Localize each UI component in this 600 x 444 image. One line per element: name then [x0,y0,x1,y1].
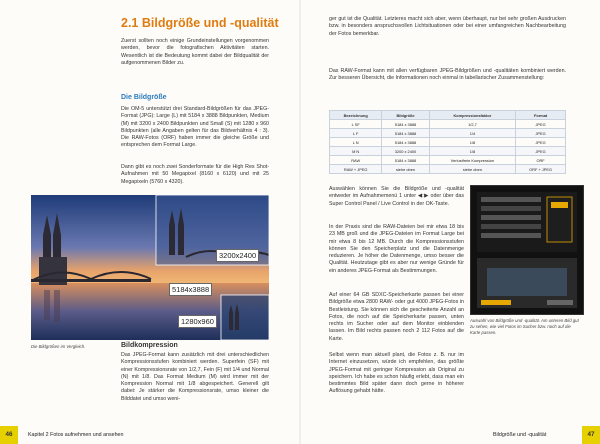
table-cell: RAW + JPEG [330,165,382,174]
table-cell: L F [330,129,382,138]
label-medium: 3200x2400 [216,249,259,262]
table-cell: M N [330,147,382,156]
table-header: Bildgröße [382,111,429,120]
table-cell: JPEG [516,147,566,156]
table-cell: RAW [330,156,382,165]
table-cell: 1/2,7 [429,120,515,129]
intro-paragraph: Zuerst sollten noch einige Grundeinstellungen vorgenommen werden, bevor die fotografischen Aktivitäten starten. Wesentlich ist die Bedeutung kommt dabei der Bildqualität der aufgenommenen Bilder zu. [121,38,269,66]
table-header: Format [516,111,566,120]
paragraph-qualitaet: ger gut ist die Qualität. Letzteres macht sich aber, wenn überhaupt, nur bei sehr großen Ausdrucken bzw. in besonders anspruchsvollen Lichtsituationen oder bei einer umfangreichen Nachbearbeitung der Fotos bemerkbar. [329,16,566,37]
table-cell: siehe oben [382,165,429,174]
footer-left: Kapitel 2 Fotos aufnehmen und ansehen [28,432,124,438]
label-small: 1280x960 [178,315,217,328]
cathedral-image [31,195,269,340]
paragraph-auswahl: Auswählen können Sie die Bildgröße und -qualität entweder im Aufnahmemenü 1 unter ◀:▶ oder über das Super Control Panel / Live Control in der OK-Taste. [329,186,464,207]
gutter [299,0,301,444]
paragraph-kompression: Das JPEG-Format kann zusätzlich mit drei unterschiedlichen Kompressionsstufen kombiniert werden. Superfein (SF) mit einer Kompressionsrate von 1/2,7, Fein (F) mit 1/4 und Normal (N) mit 1/8. Das Format Medium (M) wird immer mit der Kompression Normal mit 1/8 abgespeichert. Generell gilt dabei: Je stärker die Kompressionsrate, umso kleiner die Bilddatei und umso weni- [121,352,269,402]
table-cell: Verlustfreie Kompression [429,156,515,165]
table-row [330,138,566,147]
table-cell: L N [330,138,382,147]
table-cell: JPEG [516,120,566,129]
live-view-graphic [477,258,577,308]
camera-caption: Auswahl von Bildgröße und -qualität. Am unteren Bild gut zu sehen, wie viel Fotos im Sucher bzw. noch auf die Karte passen. [470,318,579,335]
paragraph-speicherkarte: Auf einer 64 GB SDXC-Speicherkarte passen bei einer Bildgröße etwa 2800 RAW- oder gut 4000 JPEG-Fotos in Bestleistung. Sie können sich die gescheiterte Anzahl an Fotos, die noch auf die Speicherkarte passen, unten rechts im Sucher oder auf dem Monitor einblenden lassen. Im Bild rechts passen noch 2 112 Fotos auf die Karte. [329,292,464,342]
table-cell: 3200 x 2400 [382,147,429,156]
table-cell: 5184 x 3888 [382,129,429,138]
cologne-cathedral-photo [31,195,269,340]
table-cell: JPEG [516,138,566,147]
table-cell: 1/8 [429,138,515,147]
paragraph-sonderformate: Dann gibt es noch zwei Sonderformate für die High Res Shot-Aufnahmen mit 50 Megapixel (8160 x 6120) und mit 25 Megapixeln (5760 x 4320). [121,164,269,185]
table-cell: 1/4 [429,129,515,138]
table-cell: JPEG [516,129,566,138]
table-cell: ORF [516,156,566,165]
menu-graphic [477,192,577,252]
table-row [330,156,566,165]
footer-right: Bildgröße und -qualität [493,432,547,438]
sub-heading-bildgroesse: Die Bildgröße [121,94,167,101]
page-number-left: 46 [0,426,18,444]
table-cell: ORF + JPEG [516,165,566,174]
table-header: Kompressionsfaktor [429,111,515,120]
table-row [330,129,566,138]
table-row [330,120,566,129]
quality-table [329,110,566,174]
paragraph-praxis: In der Praxis sind die RAW-Dateien bei mir etwa 18 bis 23 MB groß und die JPEG-Dateien im Format Large bei mir etwa 8 bis 12 MB. Durch die Kompressionsstufen können Sie den Speicherplatz und die Datenmenge reduzieren. Je höher die Datenmenge, umso besser die Qualität. Heutzutage gibt es aber nur wenige Gründe für ein anderes JPEG-Format als Bestimmungen. [329,224,464,274]
table-row [330,147,566,156]
camera-screen-image [470,185,584,315]
chapter-heading: 2.1 Bildgröße und -qualität [121,16,279,30]
paragraph-raw-kombination: Das RAW-Format kann mit allen verfügbaren JPEG-Bildgrößen und -qualitäten kombiniert werden. Zur besseren Übersicht, die Informationen noch einmal in tabellarischer Zusammenstellung: [329,68,566,82]
sub-heading-kompression: Bildkompression [121,342,178,349]
photo-caption: Die Bildgrößen im Vergleich. [31,344,86,349]
table-cell: 5184 x 3888 [382,156,429,165]
table-cell: L SF [330,120,382,129]
paragraph-bildgroessen: Die OM-5 unterstützt drei Standard-Bildgrößen für das JPEG-Format (JPG): Large (L) mit 5184 x 3888 Bildpunkten, Medium (M) mit 3200 x 2400 Bildpunkten und Small (S) mit 1280 x 960 Bildpunkten (alle Angaben gelten für das Bildverhältnis 4 : 3). Die RAW-Fotos (ORF) haben immer die gleiche Größe und entsprechen dem Format Large. [121,106,269,149]
table-header: Bezeichnung [330,111,382,120]
page-number-right: 47 [582,426,600,444]
table-cell: 5184 x 3888 [382,120,429,129]
camera-live-view [477,258,577,308]
label-large: 5184x3888 [169,283,212,296]
table-cell: 5184 x 3888 [382,138,429,147]
camera-menu-screen [477,192,577,252]
table-row [330,165,566,174]
table-cell: siehe oben [429,165,515,174]
table-cell: 1/8 [429,147,515,156]
paragraph-empfehlung: Selbst wenn man aktuell plant, die Fotos z. B. nur im Internet einzusetzen, würde ich empfehlen, das größte JPEG-Format mit geringer Kompression als Original zu speichern. Ich habe es schon häufig erlebt, dass man ein bestimmtes Bild später dann doch gerne in höherer Auflösung gehabt hätte. [329,352,464,395]
